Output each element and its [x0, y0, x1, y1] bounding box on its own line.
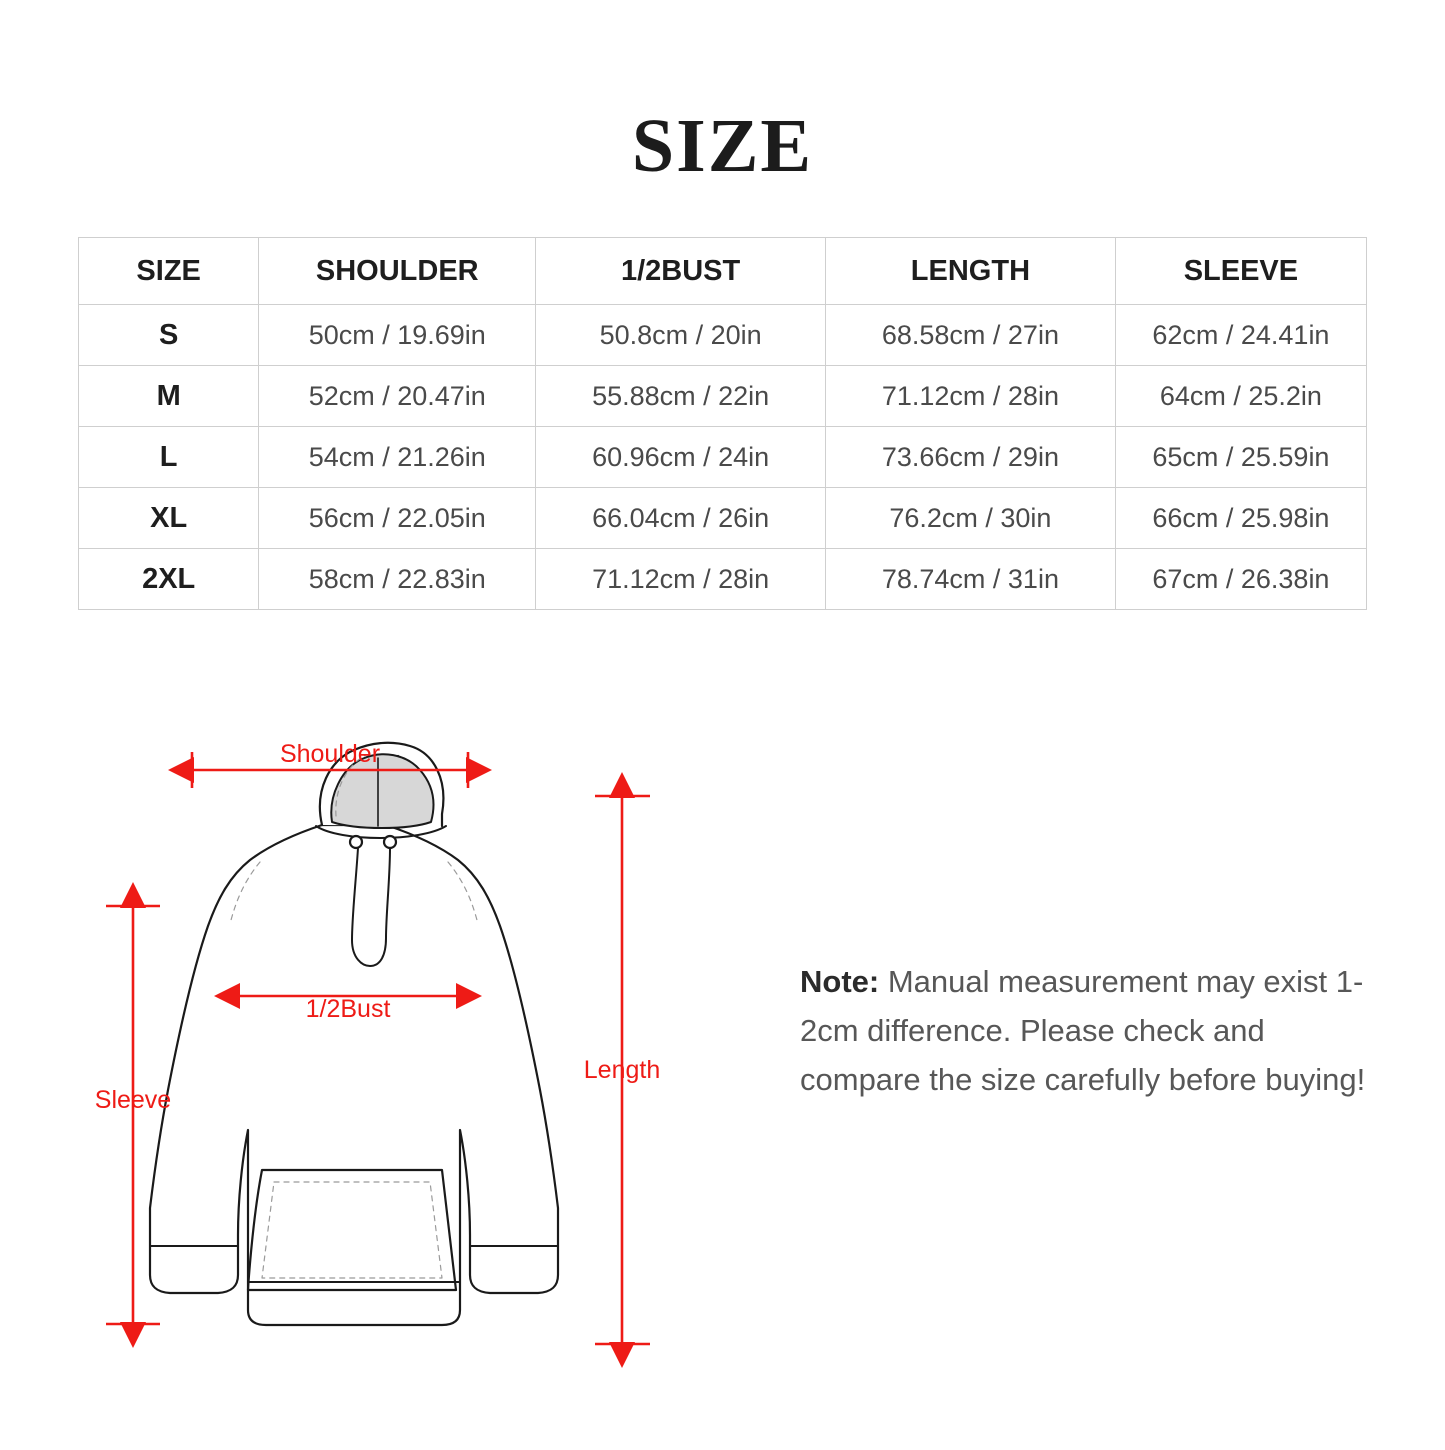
cell-halfbust: 55.88cm / 22in: [536, 366, 826, 427]
cell-size: M: [79, 366, 259, 427]
cell-length: 71.12cm / 28in: [826, 366, 1116, 427]
cell-halfbust: 71.12cm / 28in: [536, 549, 826, 610]
table-row: [79, 305, 1367, 366]
cell-shoulder: 54cm / 21.26in: [259, 427, 536, 488]
table-row: [79, 366, 1367, 427]
cell-size: XL: [79, 488, 259, 549]
table-row: [79, 549, 1367, 610]
sleeve-label: Sleeve: [94, 1086, 172, 1114]
table-row: [79, 488, 1367, 549]
cell-sleeve: 62cm / 24.41in: [1115, 305, 1366, 366]
cell-halfbust: 50.8cm / 20in: [536, 305, 826, 366]
size-table-container: [78, 237, 1367, 610]
note-prefix: Note:: [800, 964, 880, 999]
hoodie-icon: [150, 743, 558, 1325]
cell-size: 2XL: [79, 549, 259, 610]
halfbust-label: 1/2Bust: [305, 995, 391, 1023]
cell-shoulder: 52cm / 20.47in: [259, 366, 536, 427]
size-chart-table: [78, 237, 1367, 610]
measurement-diagram-section: [0, 730, 1445, 1450]
cell-size: L: [79, 427, 259, 488]
cell-sleeve: 66cm / 25.98in: [1115, 488, 1366, 549]
cell-shoulder: 50cm / 19.69in: [259, 305, 536, 366]
column-header-halfbust: 1/2BUST: [536, 238, 826, 305]
cell-sleeve: 67cm / 26.38in: [1115, 549, 1366, 610]
table-header-row: [79, 238, 1367, 305]
note-body: Manual measurement may exist 1-2cm difference. Please check and compare the size carefully before buying!: [800, 964, 1366, 1097]
cell-halfbust: 66.04cm / 26in: [536, 488, 826, 549]
cell-size: S: [79, 305, 259, 366]
hoodie-measurement-diagram: [90, 730, 790, 1390]
cell-halfbust: 60.96cm / 24in: [536, 427, 826, 488]
cell-length: 76.2cm / 30in: [826, 488, 1116, 549]
column-header-sleeve: SLEEVE: [1115, 238, 1366, 305]
cell-sleeve: 65cm / 25.59in: [1115, 427, 1366, 488]
column-header-size: SIZE: [79, 238, 259, 305]
column-header-shoulder: SHOULDER: [259, 238, 536, 305]
cell-length: 73.66cm / 29in: [826, 427, 1116, 488]
cell-sleeve: 64cm / 25.2in: [1115, 366, 1366, 427]
cell-length: 78.74cm / 31in: [826, 549, 1116, 610]
cell-shoulder: 58cm / 22.83in: [259, 549, 536, 610]
length-label: Length: [583, 1056, 661, 1084]
cell-length: 68.58cm / 27in: [826, 305, 1116, 366]
shoulder-label: Shoulder: [279, 740, 381, 768]
table-row: [79, 427, 1367, 488]
column-header-length: LENGTH: [826, 238, 1116, 305]
cell-shoulder: 56cm / 22.05in: [259, 488, 536, 549]
page-title: SIZE: [631, 104, 814, 188]
note-text: [800, 958, 1370, 1105]
